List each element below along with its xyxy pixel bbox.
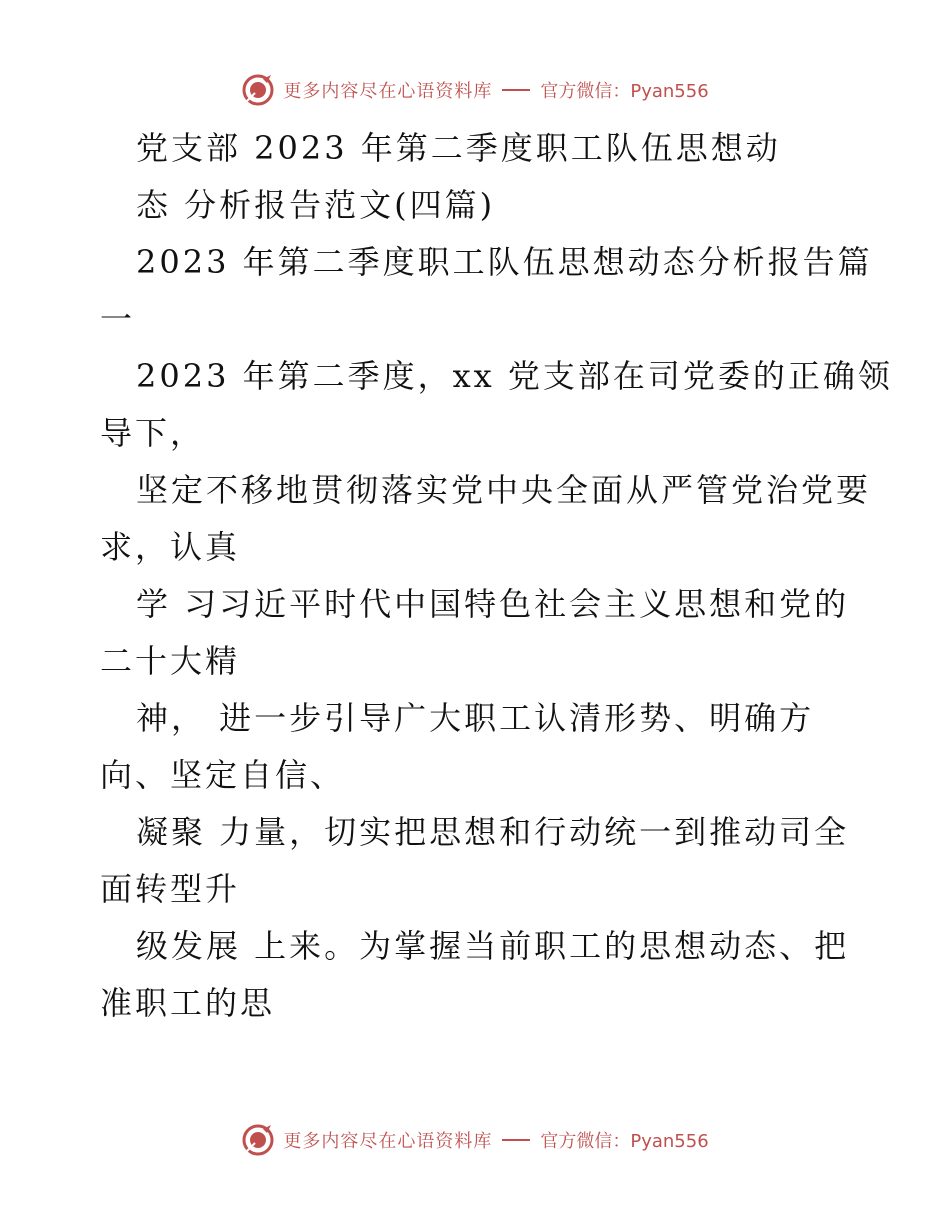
watermark-wechat: 官方微信：Pyan556	[540, 81, 709, 102]
paragraph-line: 二十大精	[100, 642, 241, 680]
paragraph-line: 准职工的思	[100, 984, 276, 1022]
paragraph-line: 面转型升	[100, 870, 241, 908]
document-body	[100, 120, 893, 1032]
paragraph-line: 坚定不移地贯彻落实党中央全面从严管党治党要	[136, 471, 872, 509]
pen-seal-logo-icon	[241, 1123, 275, 1157]
paragraph-line: 向、坚定自信、	[100, 756, 346, 794]
title-line-1: 党支部 2023 年第二季度职工队伍思想动	[136, 129, 781, 167]
paragraph-line: 凝聚 力量，切实把思想和行动统一到推动司全	[136, 813, 850, 851]
header-watermark	[0, 70, 950, 110]
section-heading-line-1: 2023 年第二季度职工队伍思想动态分析报告篇	[136, 243, 873, 281]
section-heading-line-2: 一	[100, 300, 136, 338]
paragraph-line: 2023 年第二季度，xx 党支部在司党委的正确领	[136, 357, 893, 395]
watermark-dash	[502, 89, 530, 91]
watermark-wechat: 官方微信：Pyan556	[540, 1131, 709, 1152]
paragraph-line: 神， 进一步引导广大职工认清形势、明确方	[136, 699, 815, 737]
footer-watermark	[0, 1120, 950, 1160]
paragraph-line: 级发展 上来。为掌握当前职工的思想动态、把	[136, 927, 850, 965]
pen-seal-logo-icon	[241, 73, 275, 107]
title-line-2: 态 分析报告范文(四篇)	[136, 186, 496, 224]
watermark-text: 更多内容尽在心语资料库	[283, 81, 493, 102]
paragraph-line: 求，认真	[100, 528, 241, 566]
watermark-text: 更多内容尽在心语资料库	[283, 1131, 493, 1152]
watermark-dash	[502, 1139, 530, 1141]
paragraph-line: 学 习习近平时代中国特色社会主义思想和党的	[136, 585, 850, 623]
paragraph-line: 导下，	[100, 414, 206, 452]
